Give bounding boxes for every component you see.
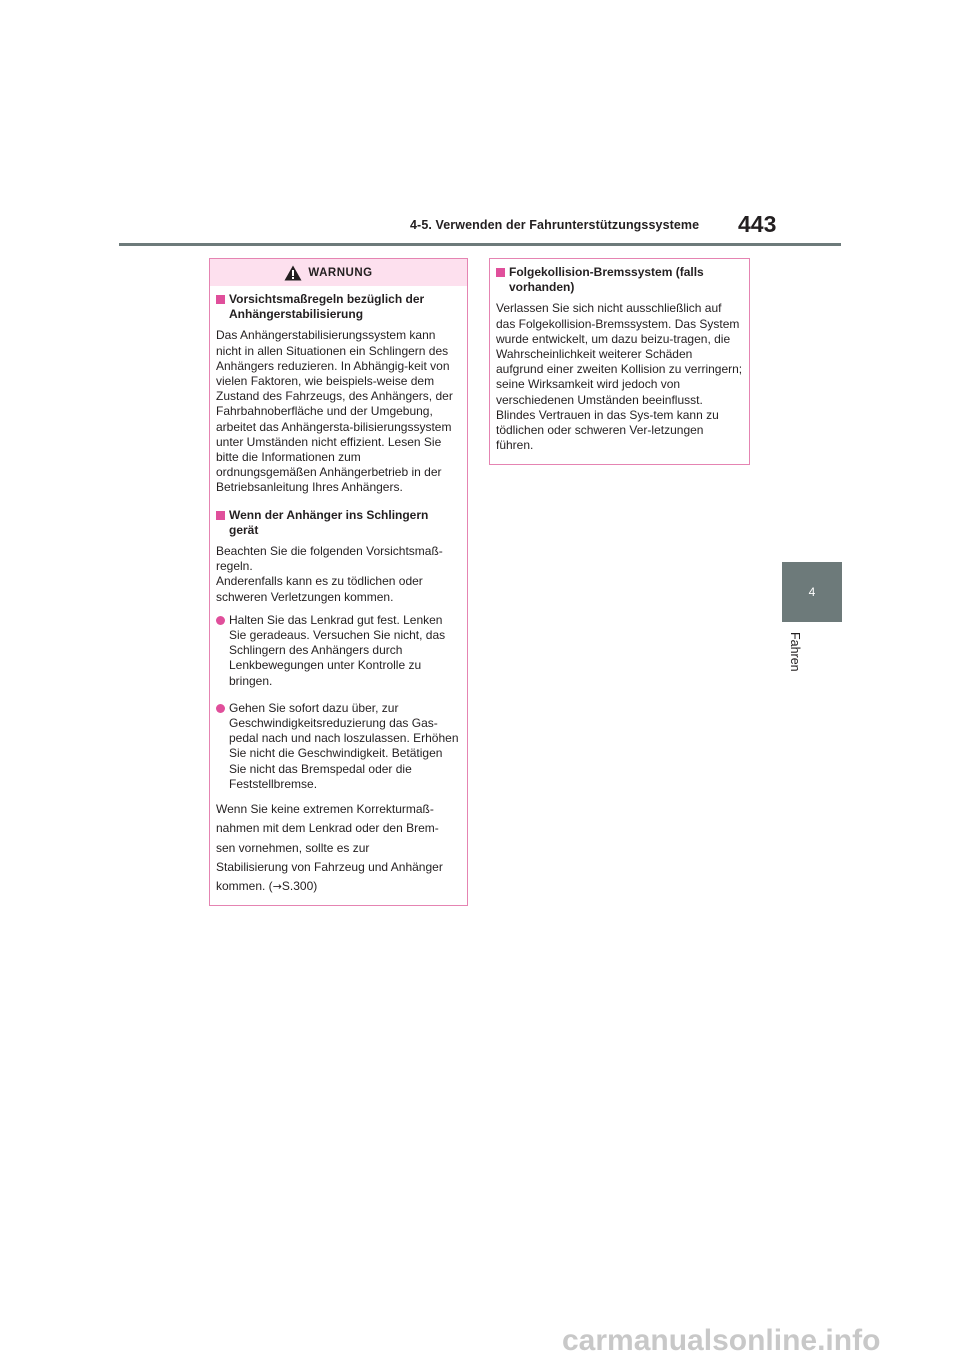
- closing-line-last: [216, 877, 461, 896]
- heading-text: Vorsichtsmaßregeln bezüglich der Anhängerstabilisierung: [229, 292, 425, 322]
- paragraph: Anderenfalls kann es zu tödlichen oder schweren Verletzungen kommen.: [216, 574, 423, 604]
- header-divider: [119, 243, 841, 246]
- page-number: 443: [738, 211, 777, 237]
- warning-title: WARNUNG: [308, 266, 373, 279]
- paragraph: Beachten Sie die folgenden Vorsichtsmaß-regeln.: [216, 544, 443, 574]
- paragraph: Verlassen Sie sich nicht ausschließlich auf das Folgekollision-Bremssystem. Das System wurde entwickelt, um dazu beizu-tragen, die Wahrscheinlichkeit weiterer Schäden aufgrund einer zweiten Kollision zu verringern; seine Wirksamkeit wird jedoch von verschiedenen Umständen beeinflusst. Blindes Vertrauen in das Sys-tem kann zu tödlichen oder schweren Ver-letzungen führen.: [496, 301, 743, 453]
- round-bullet-icon: [216, 704, 225, 713]
- warning-content: [210, 286, 467, 896]
- square-bullet-icon: [216, 295, 225, 304]
- closing-paragraph: [216, 800, 461, 896]
- heading-text: Wenn der Anhänger ins Schlingern gerät: [229, 507, 429, 537]
- list-item-text: Halten Sie das Lenkrad gut fest. Lenken Sie geradeaus. Versuchen Sie nicht, das Schlingern des Anhängers durch Lenkbewegungen unter Kontrolle zu bringen.: [229, 612, 446, 688]
- section-heading: [216, 508, 461, 538]
- watermark-text: carmanualsonline.info: [562, 1324, 881, 1357]
- round-bullet-icon: [216, 616, 225, 625]
- warning-header: [210, 259, 467, 286]
- closing-line: sen vornehmen, sollte es zur: [216, 840, 370, 855]
- section-heading: [216, 292, 461, 322]
- warning-box: [209, 258, 468, 906]
- watermark-logo: [560, 1320, 960, 1358]
- section-title: 4-5. Verwenden der Fahrunterstützungssysteme: [410, 218, 700, 232]
- closing-line: Wenn Sie keine extremen Korrekturmaß-: [216, 802, 434, 817]
- warning-triangle-icon: [284, 265, 302, 281]
- heading-text: Folgekollision-Bremssystem (falls vorhanden): [509, 265, 704, 295]
- closing-line: nahmen mit dem Lenkrad oder den Brem-: [216, 821, 439, 836]
- square-bullet-icon: [216, 511, 225, 520]
- chapter-label: Fahren: [788, 632, 802, 672]
- square-bullet-icon: [496, 268, 505, 277]
- list-item: [216, 613, 461, 689]
- chapter-tab: 4: [782, 562, 842, 622]
- caution-box: [489, 258, 750, 465]
- closing-prefix: kommen. (: [216, 878, 273, 893]
- caution-content: [490, 259, 749, 453]
- list-item: [216, 701, 461, 792]
- list-item-text: Gehen Sie sofort dazu über, zur Geschwindigkeitsreduzierung das Gas-pedal nach und nach loszulassen. Erhöhen Sie nicht die Geschwindigkeit. Betätigen Sie nicht das Bremspedal oder die Feststellbremse.: [229, 700, 459, 791]
- section-heading: [496, 265, 743, 295]
- page-reference-link[interactable]: S.300): [281, 878, 318, 893]
- arrow-icon: →: [272, 879, 282, 893]
- closing-line: Stabilisierung von Fahrzeug und Anhänger: [216, 859, 443, 874]
- paragraph: Das Anhängerstabilisierungssystem kann nicht in allen Situationen ein Schlingern des Anhängers reduzieren. In Abhängig-keit von vielen Faktoren, wie beispiels-weise dem Zustand des Fahrzeugs, des Anhängers, der Fahrbahnoberfläche und der Umgebung, arbeitet das Anhängersta-bilisierungssystem unter Umständen nicht effizient. Lesen Sie bitte die Informationen zum ordnungsgemäßen Anhängerbetrieb in der Betriebsanleitung Ihres Anhängers.: [216, 328, 453, 495]
